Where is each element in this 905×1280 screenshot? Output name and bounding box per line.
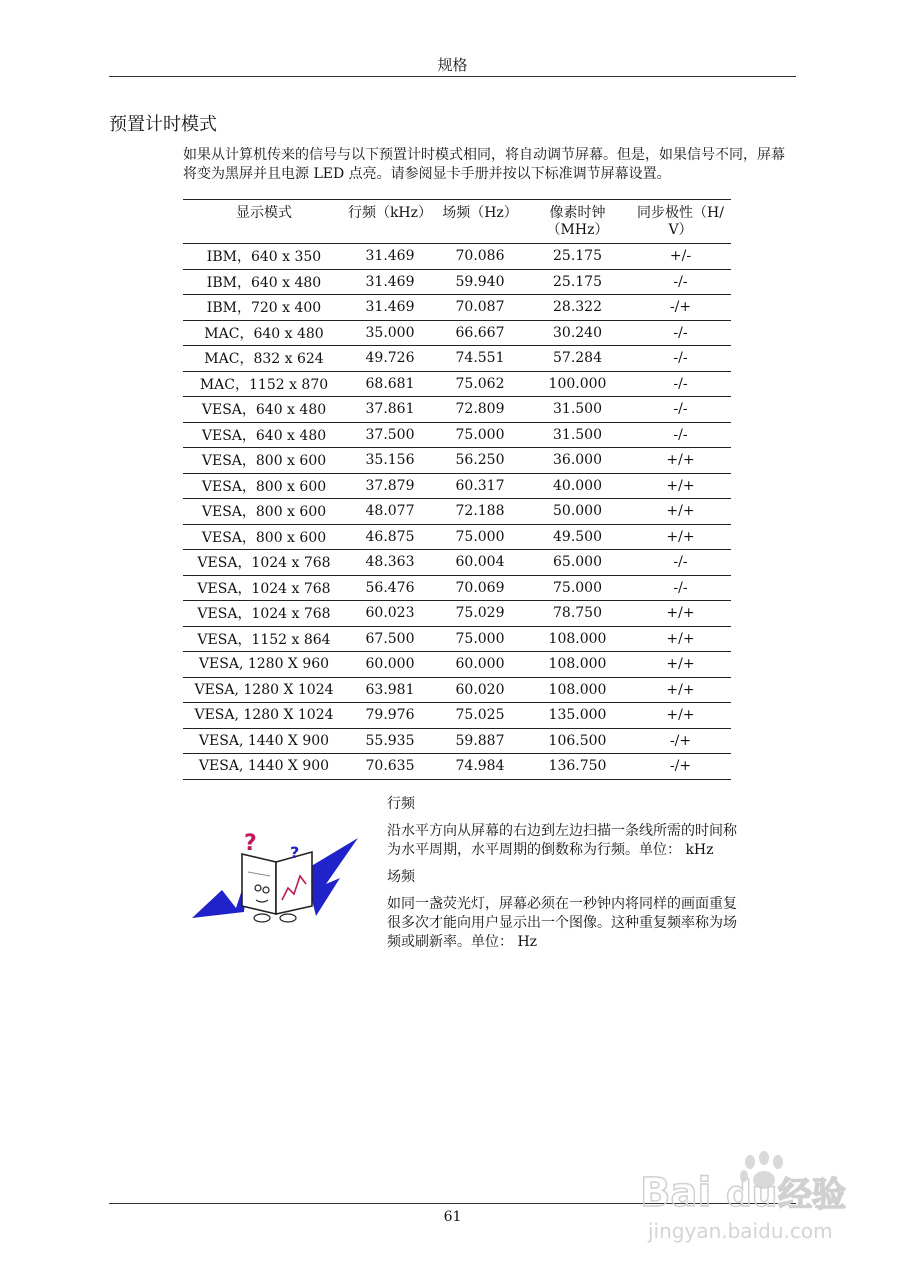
table-row: [183, 320, 731, 346]
cell-vertical-frequency: 60.004: [435, 550, 525, 576]
header-sync-line1: 同步极性（H/: [637, 205, 724, 221]
definition-term-hfreq: 行频: [387, 796, 415, 812]
cell-horizontal-frequency: 68.681: [345, 371, 435, 397]
header-pixel-clock: [525, 200, 630, 244]
cell-horizontal-frequency: 37.500: [345, 422, 435, 448]
question-mark-glyph: ?: [244, 831, 257, 856]
cell-vertical-frequency: 72.809: [435, 397, 525, 423]
cell-vertical-frequency: 74.551: [435, 346, 525, 372]
cell-sync-polarity: -/-: [630, 550, 731, 576]
cell-display-mode: VESA, 1280 X 960: [183, 652, 345, 678]
cell-display-mode: VESA，800 x 600: [183, 499, 345, 525]
header-vertical-frequency: 场频（Hz）: [435, 200, 525, 244]
cell-vertical-frequency: 75.025: [435, 703, 525, 729]
header-sync-polarity: [630, 200, 731, 244]
header-pixel-clock-line2: （MHz）: [546, 222, 609, 238]
cell-vertical-frequency: 72.188: [435, 499, 525, 525]
table-row: [183, 269, 731, 295]
question-mark-glyph-small: ?: [290, 843, 300, 862]
definition-text-hfreq: 沿水平方向从屏幕的右边到左边扫描一条线所需的时间称为水平周期，水平周期的倒数称为行频。单位： kHz: [387, 823, 737, 858]
cell-vertical-frequency: 59.940: [435, 269, 525, 295]
table-row: [183, 626, 731, 652]
cell-sync-polarity: -/+: [630, 295, 731, 321]
cell-pixel-clock: 25.175: [525, 244, 630, 270]
cell-vertical-frequency: 74.984: [435, 754, 525, 780]
cell-horizontal-frequency: 48.363: [345, 550, 435, 576]
cell-horizontal-frequency: 67.500: [345, 626, 435, 652]
cell-pixel-clock: 100.000: [525, 371, 630, 397]
page-number: 61: [443, 1209, 462, 1225]
cell-pixel-clock: 31.500: [525, 397, 630, 423]
cell-pixel-clock: 108.000: [525, 652, 630, 678]
cell-horizontal-frequency: 48.077: [345, 499, 435, 525]
cell-sync-polarity: +/+: [630, 626, 731, 652]
cell-vertical-frequency: 70.069: [435, 575, 525, 601]
cell-vertical-frequency: 70.087: [435, 295, 525, 321]
cell-horizontal-frequency: 35.000: [345, 320, 435, 346]
cell-sync-polarity: -/-: [630, 575, 731, 601]
cell-sync-polarity: +/+: [630, 652, 731, 678]
cell-sync-polarity: -/-: [630, 269, 731, 295]
table-row: [183, 677, 731, 703]
cell-vertical-frequency: 66.667: [435, 320, 525, 346]
cell-display-mode: VESA，640 x 480: [183, 397, 345, 423]
cell-horizontal-frequency: 70.635: [345, 754, 435, 780]
cell-pixel-clock: 57.284: [525, 346, 630, 372]
cell-horizontal-frequency: 63.981: [345, 677, 435, 703]
cell-pixel-clock: 136.750: [525, 754, 630, 780]
cell-display-mode: VESA，1024 x 768: [183, 601, 345, 627]
cell-sync-polarity: -/+: [630, 728, 731, 754]
cell-sync-polarity: -/-: [630, 397, 731, 423]
cell-vertical-frequency: 56.250: [435, 448, 525, 474]
cell-horizontal-frequency: 31.469: [345, 295, 435, 321]
cell-pixel-clock: 31.500: [525, 422, 630, 448]
cell-sync-polarity: +/+: [630, 448, 731, 474]
cell-display-mode: MAC，640 x 480: [183, 320, 345, 346]
cell-pixel-clock: 75.000: [525, 575, 630, 601]
cell-horizontal-frequency: 56.476: [345, 575, 435, 601]
cell-vertical-frequency: 75.000: [435, 524, 525, 550]
header-sync-line2: V）: [668, 222, 693, 238]
cell-horizontal-frequency: 35.156: [345, 448, 435, 474]
table-row: [183, 754, 731, 780]
cell-horizontal-frequency: 37.861: [345, 397, 435, 423]
cell-pixel-clock: 50.000: [525, 499, 630, 525]
cell-display-mode: VESA, 1280 X 1024: [183, 677, 345, 703]
cell-display-mode: IBM，720 x 400: [183, 295, 345, 321]
cell-sync-polarity: +/-: [630, 244, 731, 270]
cell-display-mode: VESA，800 x 600: [183, 448, 345, 474]
cell-display-mode: VESA，1024 x 768: [183, 550, 345, 576]
table-row: [183, 550, 731, 576]
cell-display-mode: VESA，800 x 600: [183, 524, 345, 550]
cell-display-mode: MAC，832 x 624: [183, 346, 345, 372]
table-row: [183, 244, 731, 270]
definition-term-vfreq: 场频: [387, 869, 415, 885]
cell-vertical-frequency: 60.020: [435, 677, 525, 703]
cell-sync-polarity: -/+: [630, 754, 731, 780]
cell-horizontal-frequency: 37.879: [345, 473, 435, 499]
cell-pixel-clock: 65.000: [525, 550, 630, 576]
timing-modes-table: [183, 199, 731, 780]
table-row: [183, 346, 731, 372]
baidu-jingyan-watermark: [640, 1148, 870, 1248]
cell-display-mode: VESA，1152 x 864: [183, 626, 345, 652]
table-row: [183, 473, 731, 499]
cell-horizontal-frequency: 31.469: [345, 269, 435, 295]
table-row: [183, 703, 731, 729]
table-row: [183, 524, 731, 550]
definitions-block: [387, 795, 737, 960]
cell-horizontal-frequency: 55.935: [345, 728, 435, 754]
watermark-brand-text: Bai: [640, 1170, 712, 1216]
cell-vertical-frequency: 70.086: [435, 244, 525, 270]
table-row: [183, 499, 731, 525]
cell-display-mode: VESA，800 x 600: [183, 473, 345, 499]
cell-display-mode: VESA，640 x 480: [183, 422, 345, 448]
header-horizontal-frequency: 行频（kHz）: [345, 200, 435, 244]
cell-pixel-clock: 108.000: [525, 626, 630, 652]
question-book-icon: [190, 828, 362, 924]
cell-vertical-frequency: 60.317: [435, 473, 525, 499]
cell-sync-polarity: +/+: [630, 601, 731, 627]
cell-display-mode: IBM，640 x 480: [183, 269, 345, 295]
cell-sync-polarity: -/-: [630, 422, 731, 448]
watermark-cjk-text: 经验: [778, 1175, 846, 1215]
cell-display-mode: VESA，1024 x 768: [183, 575, 345, 601]
cell-sync-polarity: -/-: [630, 371, 731, 397]
cell-display-mode: IBM，640 x 350: [183, 244, 345, 270]
timing-table-body: [183, 244, 731, 780]
cell-horizontal-frequency: 31.469: [345, 244, 435, 270]
table-row: [183, 448, 731, 474]
cell-sync-polarity: +/+: [630, 677, 731, 703]
table-row: [183, 295, 731, 321]
header-display-mode: 显示模式: [183, 200, 345, 244]
cell-pixel-clock: 49.500: [525, 524, 630, 550]
table-row: [183, 371, 731, 397]
intro-paragraph: 如果从计算机传来的信号与以下预置计时模式相同，将自动调节屏幕。但是，如果信号不同，屏幕将变为黑屏并且电源 LED 点亮。请参阅显卡手册并按以下标准调节屏幕设置。: [183, 147, 785, 182]
section-title: 预置计时模式: [109, 114, 217, 135]
header-pixel-clock-line1: 像素时钟: [549, 205, 606, 221]
cell-display-mode: MAC，1152 x 870: [183, 371, 345, 397]
cell-horizontal-frequency: 60.023: [345, 601, 435, 627]
cell-sync-polarity: -/-: [630, 346, 731, 372]
cell-vertical-frequency: 75.029: [435, 601, 525, 627]
cell-pixel-clock: 36.000: [525, 448, 630, 474]
table-header-row: [183, 200, 731, 244]
table-row: [183, 601, 731, 627]
cell-pixel-clock: 106.500: [525, 728, 630, 754]
watermark-url: jingyan.baidu.com: [648, 1219, 833, 1243]
cell-horizontal-frequency: 49.726: [345, 346, 435, 372]
cell-display-mode: VESA, 1280 X 1024: [183, 703, 345, 729]
definition-text-vfreq: 如同一盏荧光灯，屏幕必须在一秒钟内将同样的画面重复很多次才能向用户显示出一个图像。这种重复频率称为场频或刷新率。单位： Hz: [387, 896, 737, 950]
table-row: [183, 652, 731, 678]
cell-vertical-frequency: 59.887: [435, 728, 525, 754]
table-row: [183, 422, 731, 448]
cell-vertical-frequency: 75.062: [435, 371, 525, 397]
page-header-title: 规格: [437, 56, 468, 74]
cell-horizontal-frequency: 46.875: [345, 524, 435, 550]
cell-sync-polarity: -/-: [630, 320, 731, 346]
table-row: [183, 397, 731, 423]
table-row: [183, 728, 731, 754]
cell-pixel-clock: 40.000: [525, 473, 630, 499]
watermark-brand-text-2: du: [726, 1174, 778, 1215]
cell-pixel-clock: 25.175: [525, 269, 630, 295]
cell-pixel-clock: 108.000: [525, 677, 630, 703]
cell-pixel-clock: 30.240: [525, 320, 630, 346]
cell-vertical-frequency: 75.000: [435, 626, 525, 652]
table-row: [183, 575, 731, 601]
cell-pixel-clock: 28.322: [525, 295, 630, 321]
cell-pixel-clock: 135.000: [525, 703, 630, 729]
cell-horizontal-frequency: 79.976: [345, 703, 435, 729]
cell-sync-polarity: +/+: [630, 499, 731, 525]
header-rule: [109, 76, 796, 77]
cell-display-mode: VESA, 1440 X 900: [183, 754, 345, 780]
cell-vertical-frequency: 60.000: [435, 652, 525, 678]
cell-sync-polarity: +/+: [630, 703, 731, 729]
cell-horizontal-frequency: 60.000: [345, 652, 435, 678]
cell-pixel-clock: 78.750: [525, 601, 630, 627]
cell-display-mode: VESA, 1440 X 900: [183, 728, 345, 754]
cell-sync-polarity: +/+: [630, 524, 731, 550]
cell-vertical-frequency: 75.000: [435, 422, 525, 448]
cell-sync-polarity: +/+: [630, 473, 731, 499]
